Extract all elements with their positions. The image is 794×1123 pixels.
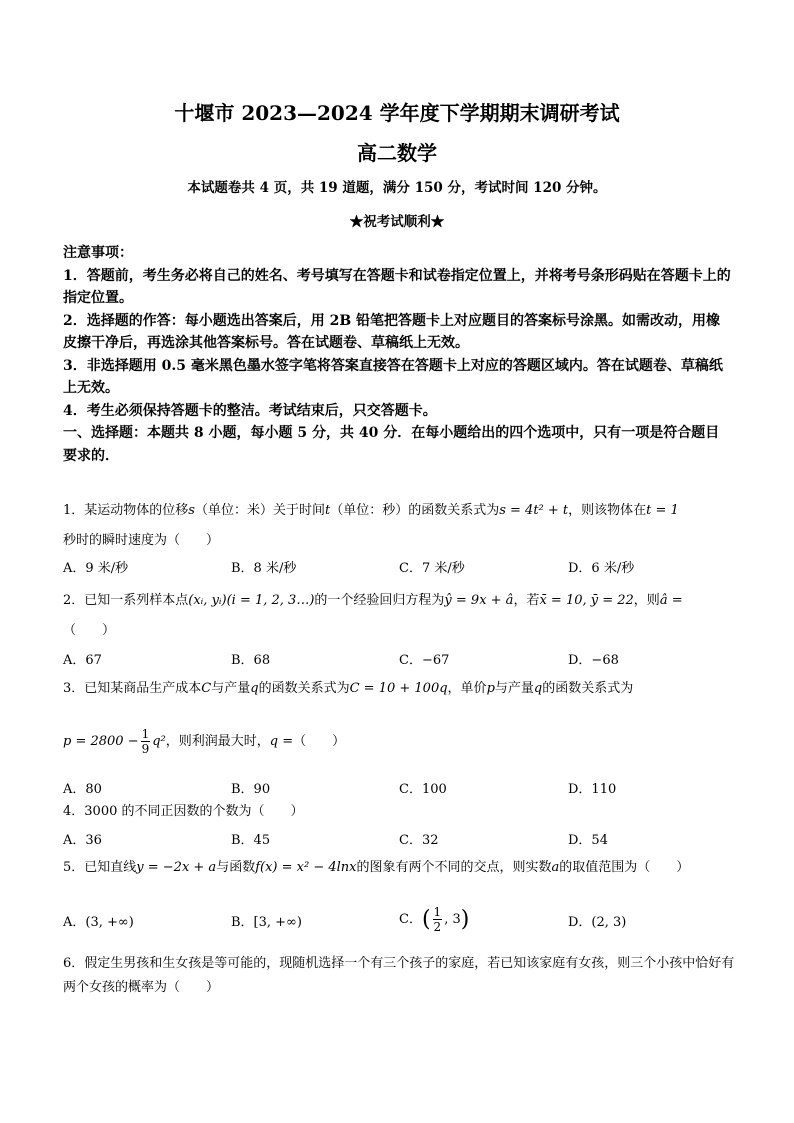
question-4-options [63, 829, 739, 849]
option-a: A．36 [63, 833, 102, 848]
option-b: B．45 [231, 833, 271, 848]
option-a: A．9 米/秒 [63, 561, 129, 576]
option-b: B．90 [231, 782, 271, 797]
option-b: B．68 [231, 653, 271, 668]
exam-title: 十堰市 2023—2024 学年度下学期期末调研考试 [174, 101, 620, 125]
option-d: D．−68 [568, 653, 619, 668]
question-5: 5．已知直线y = −2x + a与函数f(x) = x² − 4lnx的图象有两个不同的交点，则实数a的取值范围为（ ） [63, 860, 690, 875]
note-item: 4．考生必须保持答题卡的整洁。考试结束后，只交答题卡。 [63, 402, 437, 419]
note-item: 1．答题前，考生务必将自己的姓名、考号填写在答题卡和试卷指定位置上，并将考号条形码贴在答题卡上的指定位置。 [63, 267, 731, 306]
option-a: A．(3, +∞) [63, 915, 134, 930]
option-a: A．67 [63, 653, 102, 668]
question-4: 4．3000 的不同正因数的个数为（ ） [63, 804, 304, 819]
option-d: D．54 [568, 833, 608, 848]
question-1: 1．某运动物体的位移s（单位：米）关于时间t（单位：秒）的函数关系式为s = 4t² + t，则该物体在t = 1 秒时的瞬时速度为（ ） [63, 503, 679, 548]
exam-wish: ★祝考试顺利★ [349, 214, 445, 230]
q1-formula: s = 4t² + t [499, 503, 569, 518]
fraction: $\frac{1}{2}$ [433, 905, 442, 934]
note-item: 2．选择题的作答：每小题选出答案后，用 2B 铅笔把答题卡上对应题目的答案标号涂黑。如需改动，用橡皮擦干净后，再选涂其他答案标号。答在试题卷、草稿纸上无效。 [63, 312, 721, 351]
question-3-formula: p = 2800 − $\frac{1}{9}$ q²，则利润最大时，q =（ ） [63, 727, 346, 756]
q2-regression: ŷ = 9x + â [444, 593, 514, 608]
notes-heading: 注意事项： [63, 245, 133, 261]
exam-intro: 本试题卷共 4 页，共 19 道题，满分 150 分，考试时间 120 分钟。 [187, 180, 607, 196]
question-1-options [63, 557, 739, 577]
option-a: A．80 [63, 782, 102, 797]
question-2-options [63, 649, 739, 669]
question-5-options [63, 905, 739, 939]
option-d: D．6 米/秒 [568, 561, 635, 576]
option-d: D．(2, 3) [568, 915, 627, 930]
exam-subject: 高二数学 [357, 141, 437, 165]
question-3-options [63, 778, 739, 798]
option-b: B．8 米/秒 [231, 561, 297, 576]
notes-section [63, 242, 733, 467]
option-b: B．[3, +∞) [231, 915, 302, 930]
question-2: 2．已知一系列样本点(xᵢ, yᵢ)(i = 1, 2, 3…)的一个经验回归方程为ŷ = 9x + â，若x̄ = 10, ȳ = 22，则â = （ ） [63, 593, 683, 638]
option-c: C．7 米/秒 [399, 561, 465, 576]
option-c: C．( $\frac{1}{2}$ , 3) [399, 905, 470, 934]
option-d: D．110 [568, 782, 617, 797]
question-6: 6．假定生男孩和生女孩是等可能的，现随机选择一个有三个孩子的家庭，若已知该家庭有女孩，则三个小孩中恰好有两个女孩的概率为（ ） [63, 956, 735, 995]
fraction: $\frac{1}{9}$ [141, 727, 150, 756]
option-c: C．−67 [399, 653, 450, 668]
section-heading: 一、选择题：本题共 8 小题，每小题 5 分，共 40 分．在每小题给出的四个选项中，只有一项是符合题目要求的． [63, 425, 720, 464]
option-c: C．32 [399, 833, 439, 848]
note-item: 3．非选择题用 0.5 毫米黑色墨水签字笔将答案直接答在答题卡上对应的答题区域内。答在试题卷、草稿纸上无效。 [63, 357, 723, 396]
option-c: C．100 [399, 782, 447, 797]
question-3: 3．已知某商品生产成本C与产量q的函数关系式为C = 10 + 100q，单价p与产量q的函数关系式为 [63, 681, 634, 696]
